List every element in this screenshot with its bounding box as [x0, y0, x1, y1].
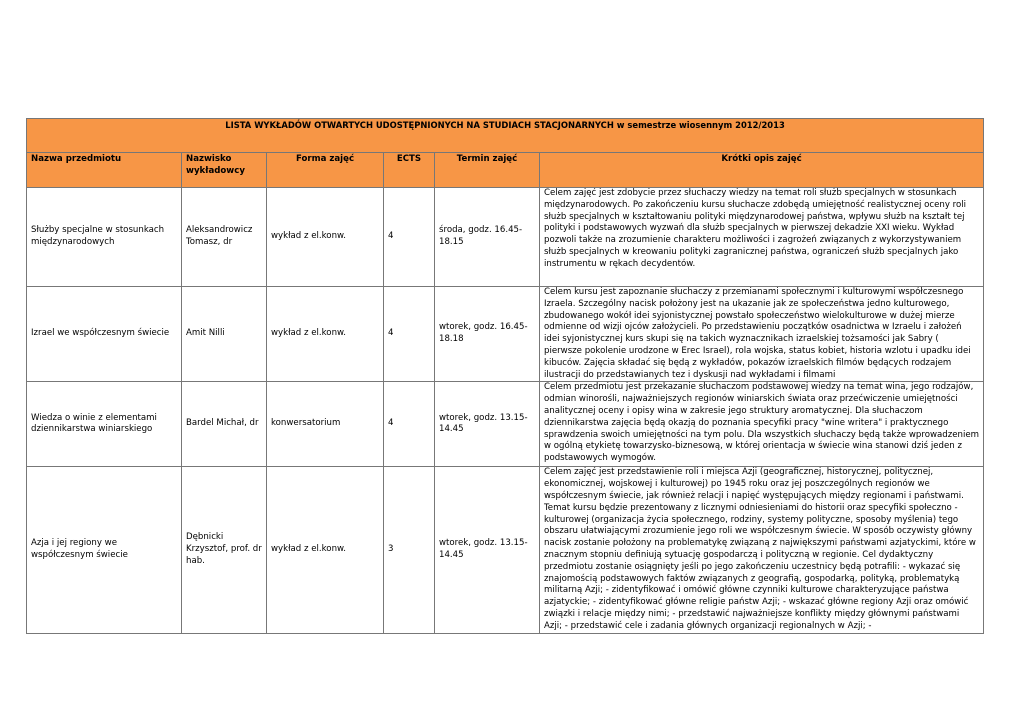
class-form: wykład z el.konw.: [267, 188, 384, 287]
course-name: Służby specjalne w stosunkach międzynarodowych: [27, 188, 182, 287]
table-row: [27, 467, 984, 633]
table-title: LISTA WYKŁADÓW OTWARTYCH UDOSTĘPNIONYCH NA STUDIACH STACJONARNYCH w semestrze wiosennym 2012/2013: [27, 119, 984, 153]
title-row: [27, 119, 984, 153]
lecturer-name: Aleksandrowicz Tomasz, dr: [182, 188, 267, 287]
lectures-table: [26, 118, 984, 634]
schedule-value: wtorek, godz. 13.15-14.45: [435, 467, 540, 633]
lecturer-name: Bardel Michał, dr: [182, 382, 267, 467]
course-name: Izrael we współczesnym świecie: [27, 287, 182, 382]
class-form: wykład z el.konw.: [267, 287, 384, 382]
course-description: Celem przedmiotu jest przekazanie słuchaczom podstawowej wiedzy na temat wina, jego rodzajów, odmian winorośli, najważniejszych regionów winiarskich świata oraz przećwiczenie umiejętności analitycznej oceny i opisy wina w zakresie jego struktury aromatycznej. Dla słuchaczom dziennikarstwa zajęcia będą okazją do poznania specyfiki pracy "wine writera" i praktycznego sprawdzenia swoich umiejętności na tym polu. Dla wszystkich słuchaczy będą także wprowadzeniem w ogólną etykietę towarzysko-biznesową, w której orientacja w świecie wina stanowi dziś jeden z podstawowych wymogów.: [540, 382, 984, 467]
header-description: Krótki opis zajęć: [540, 153, 984, 188]
ects-value: 4: [384, 188, 435, 287]
course-description: Celem kursu jest zapoznanie słuchaczy z przemianami społecznymi i kulturowymi współczesnego Izraela. Szczególny nacisk położony jest na ukazanie jak ze społeczeństwa jedno kulturowego, zbudowanego wokół idei syjonistycznej powstało społeczeństwo wielokulturowe w dużej mierze odmienne od wizji ojców założycieli. Po przedstawieniu początków osadnictwa w Izraelu i założeń idei syjonistycznej kurs skupi się na takich wyznacznikach izraelskiej tożsamości jak Sabry ( pierwsze pokolenie urodzone w Erec Israel), rola wojska, status kobiet, historia wzlotu i upadku idei kibuców. Zajęcia składać się będą z wykładów, pokazów izraelskich filmów będących rodzajem ilustracji do przedstawianych tez i dyskusji nad wykładami i filmami: [540, 287, 984, 382]
table-row: [27, 382, 984, 467]
class-form: konwersatorium: [267, 382, 384, 467]
header-row: [27, 153, 984, 188]
ects-value: 3: [384, 467, 435, 633]
class-form: wykład z el.konw.: [267, 467, 384, 633]
course-name: Azja i jej regiony we współczesnym świecie: [27, 467, 182, 633]
header-lecturer: Nazwisko wykładowcy: [182, 153, 267, 188]
lecturer-name: Amit Nilli: [182, 287, 267, 382]
header-schedule: Termin zajęć: [435, 153, 540, 188]
header-course: Nazwa przedmiotu: [27, 153, 182, 188]
ects-value: 4: [384, 287, 435, 382]
schedule-value: wtorek, godz. 13.15-14.45: [435, 382, 540, 467]
header-ects: ECTS: [384, 153, 435, 188]
schedule-value: środa, godz. 16.45-18.15: [435, 188, 540, 287]
schedule-value: wtorek, godz. 16.45-18.18: [435, 287, 540, 382]
lecturer-name: Dębnicki Krzysztof, prof. dr hab.: [182, 467, 267, 633]
course-name: Wiedza o winie z elementami dziennikarstwa winiarskiego: [27, 382, 182, 467]
ects-value: 4: [384, 382, 435, 467]
header-form: Forma zajęć: [267, 153, 384, 188]
course-description: Celem zajęć jest zdobycie przez słuchaczy wiedzy na temat roli służb specjalnych w stosunkach międzynarodowych. Po zakończeniu kursu słuchacze zdobędą umiejętność realistycznej oceny roli służb specjalnych w kształtowaniu polityki międzynarodowej państwa, wpływu służb na kształt tej polityki i podstawowych wyzwań dla służb specjalnych w pierwszej dekadzie XXI wieku. Wykład pozwoli także na zrozumienie charakteru możliwości i zagrożeń związanych z wykorzystywaniem służb specjalnych w kreowaniu polityki zagranicznej państwa, ograniczeń służb specjalnych jako instrumentu w rękach decydentów.: [540, 188, 984, 287]
table-row: [27, 287, 984, 382]
course-description: Celem zajęć jest przedstawienie roli i miejsca Azji (geograficznej, historycznej, politycznej, ekonomicznej, wojskowej i kulturowej) po 1945 roku oraz jej poszczególnych regionów we współczesnym świecie, jak również relacji i napięć występujących między regionami i państwami. Temat kursu będzie prezentowany z licznymi odniesieniami do historii oraz specyfiki społeczno - kulturowej (organizacja życia społecznego, rodziny, systemy polityczne, sposoby myślenia) tego obszaru ułatwiającymi zrozumienie jego roli we współczesnym świecie. W sposób oczywisty główny nacisk zostanie położony na problematykę związaną z największymi państwami azjatyckimi, które w znacznym stopniu definiują sytuację gospodarczą i polityczną w regionie. Cel dydaktyczny przedmiotu zostanie osiągnięty jeśli po jego zakończeniu uczestnicy będą potrafili: - wykazać się znajomością podstawowych faktów związanych z geografią, gospodarką, polityką, problematyką militarną Azji; - zidentyfikować i omówić główne czynniki kulturowe charakteryzujące państwa azjatyckie; - zidentyfikować główne religie państw Azji; - wskazać główne regiony Azji oraz omówić związki i relacje między nimi; - przedstawić najważniejsze konflikty między głównymi państwami Azji; - przedstawić cele i zadania głównych organizacji regionalnych w Azji; -: [540, 467, 984, 633]
table-row: [27, 188, 984, 287]
